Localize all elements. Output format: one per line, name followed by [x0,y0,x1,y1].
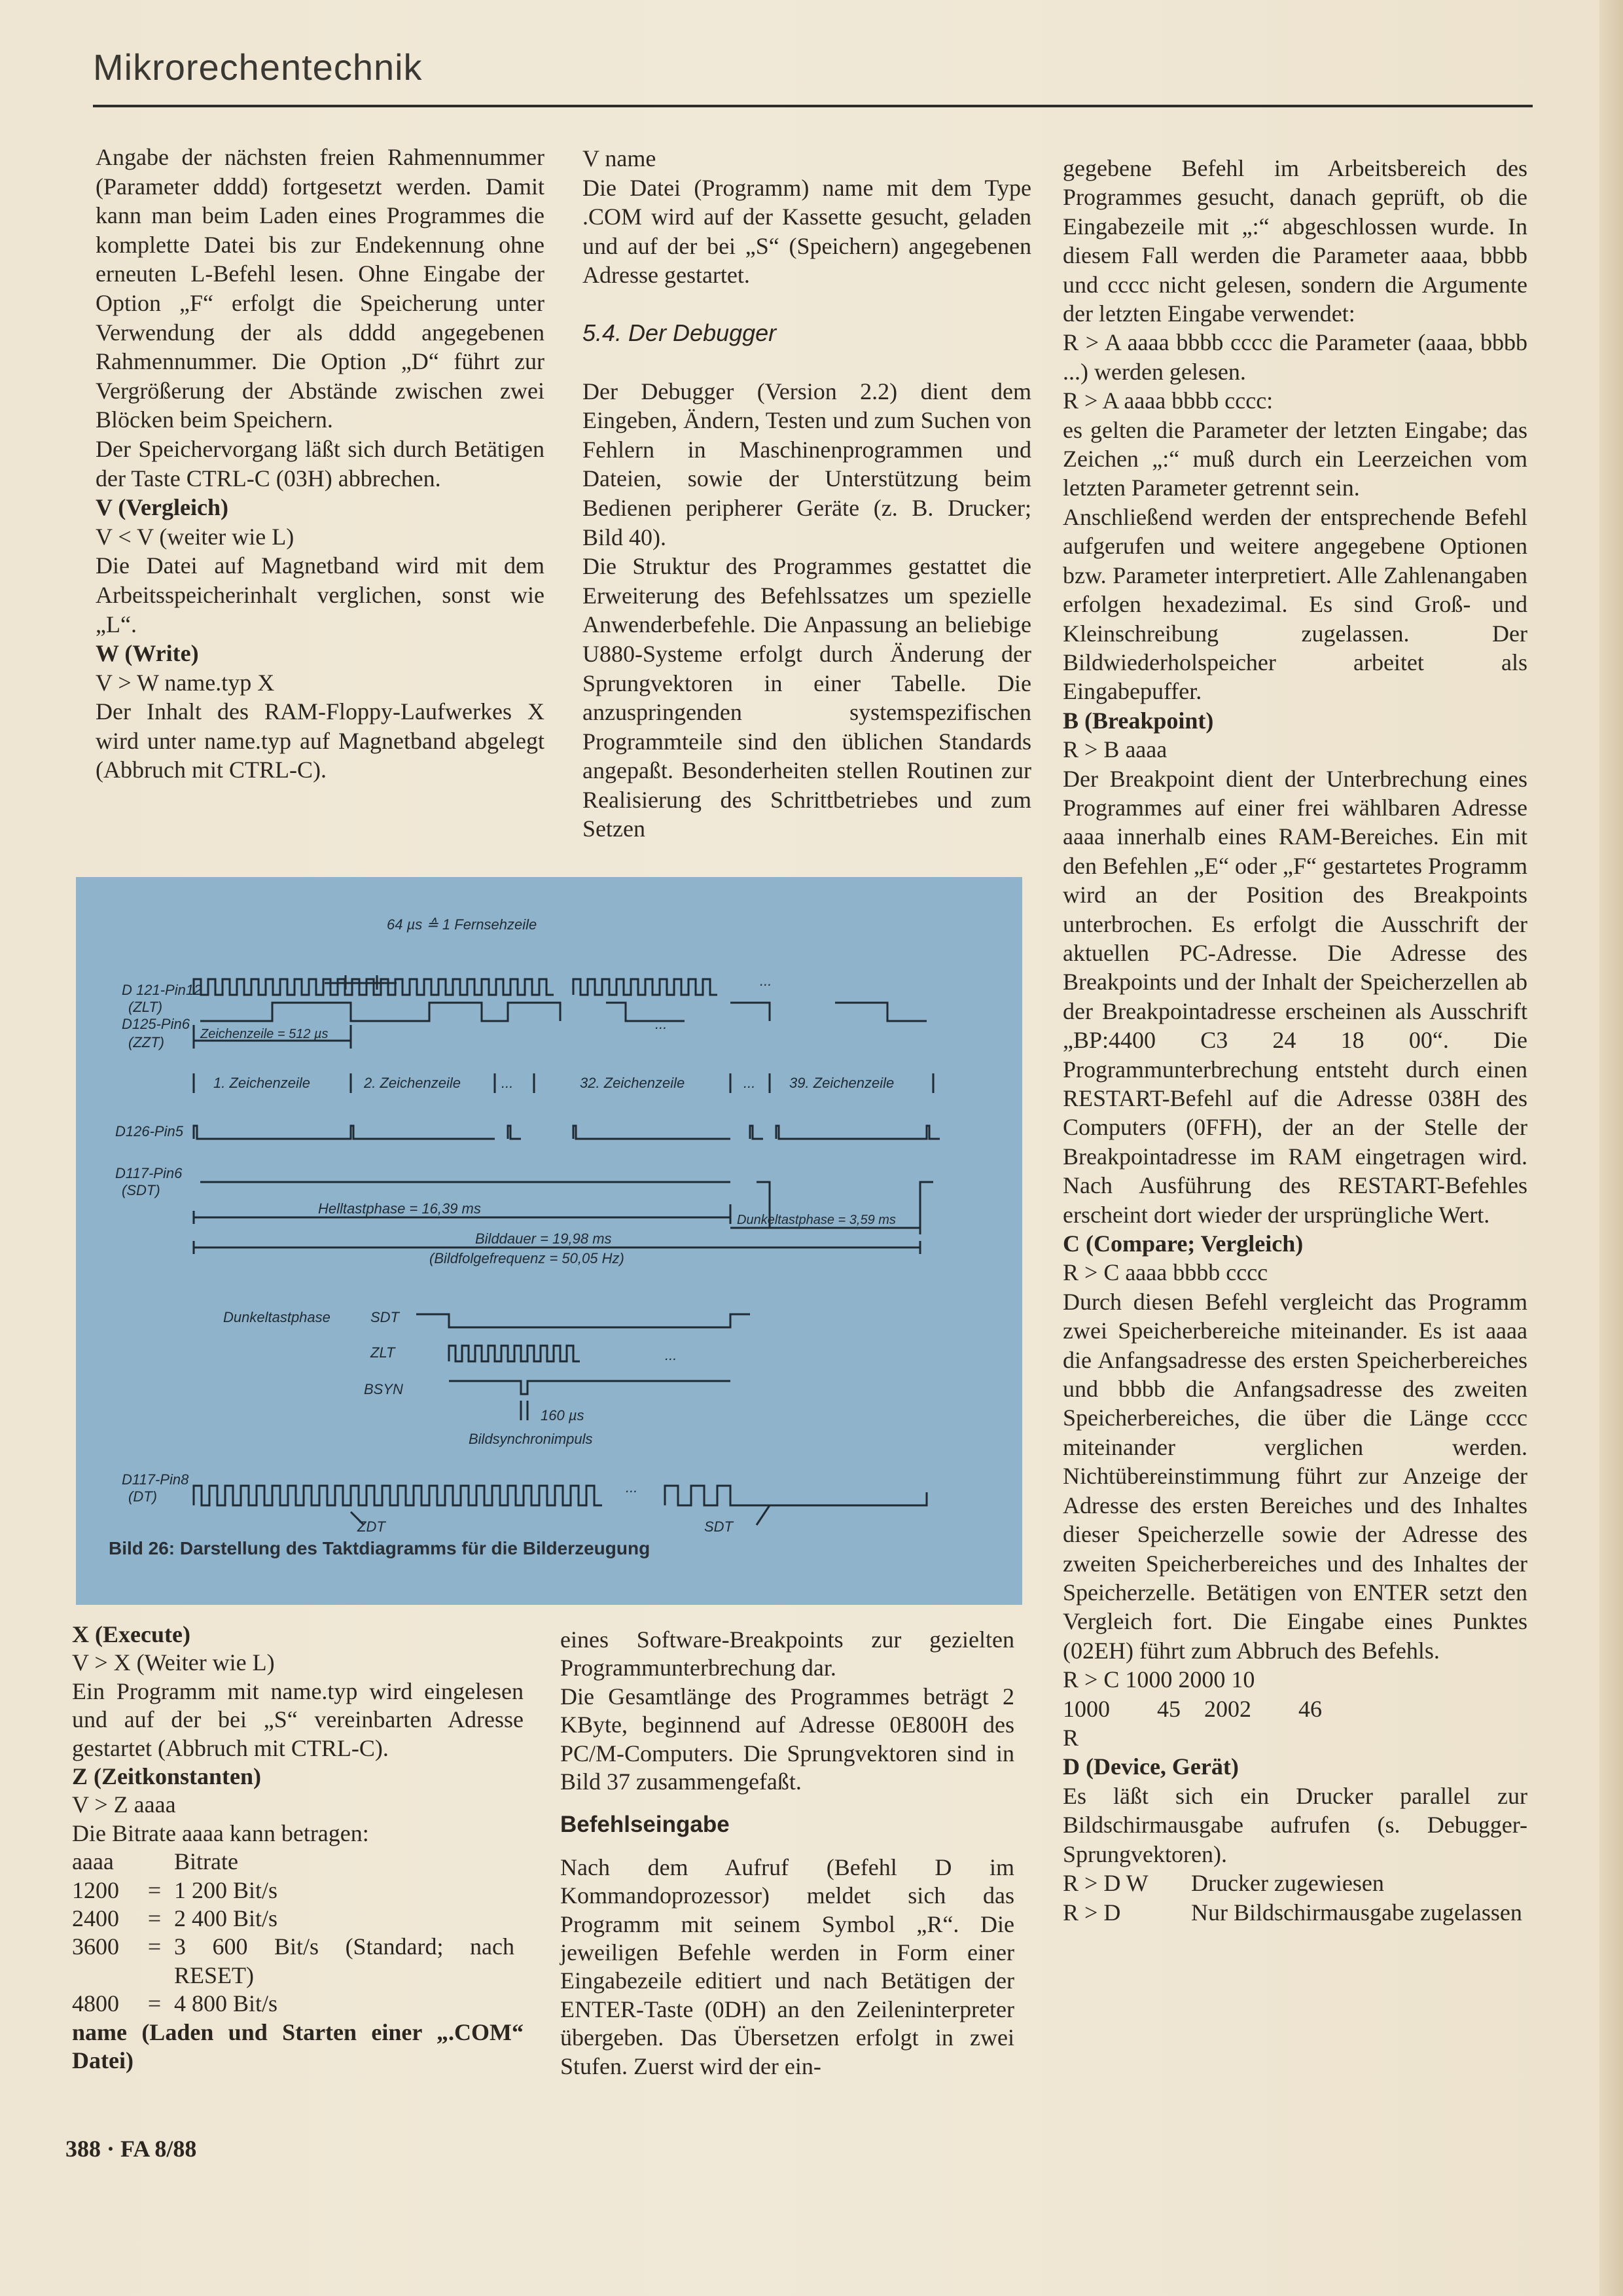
paragraph: Der Debugger (Version 2.2) dient dem Eingeben, Ändern, Testen und zum Suchen von Fehlern in Maschinenprogrammen und Dateien, sowie der Unterstützung beim Bedienen peripherer Geräte (z. B. Drucker; Bild 40). [582,378,1031,550]
table-row [1063,1898,1522,1928]
subsection-debugger: 5.4. Der Debugger [582,319,777,346]
paragraph: eines Software-Breakpoints zur gezielten Programmunterbrechung dar. [560,1626,1014,1681]
page-footer: 388 · FA 8/88 [65,2136,197,2162]
subsection-befehlseingabe: Befehlseingabe [560,1812,730,1838]
heading-device: D (Device, Gerät) [1063,1753,1239,1780]
label-z2: 2. Zeichenzeile [364,1075,461,1091]
label-zdt: ZDT [357,1518,385,1535]
table-cell: Nur Bildschirmausgabe zugelassen [1191,1899,1522,1926]
label-z39: 39. Zeichenzeile [789,1075,895,1091]
header-rule [93,105,1533,107]
table-cell: = [147,1876,162,1903]
table-cell: 4800 [72,1990,119,2017]
paper-edge [1599,0,1623,2296]
label-d121: D 121-Pin12 [122,982,202,998]
sdt-pointer [757,1505,770,1525]
table-row [72,1905,514,1933]
example-line: 1000 45 2002 46 [1063,1695,1322,1722]
table-cell: 3 600 Bit/s (Standard; nach RESET) [174,1933,514,1988]
section-title: Mikrorechentechnik [93,46,423,88]
label-dt: (DT) [128,1488,157,1505]
column-2-bottom [560,1626,1014,2081]
table-cell: = [147,1905,162,1932]
label-bilddauer: Bilddauer = 19,98 ms [475,1230,612,1247]
table-cell: 3600 [72,1933,119,1960]
label-d117b: D117-Pin8 [122,1471,189,1488]
paragraph: Die Datei (Programm) name mit dem Type .COM wird auf der Kassette gesucht, geladen und auf der bei „S“ (Speichern) angegebenen Adresse gestartet. [582,174,1031,289]
paragraph: Ein Programm mit name.typ wird eingelesen und auf der bei „S“ vereinbarten Adresse gestartet (Abbruch mit CTRL-C). [72,1677,524,1761]
label-sdt: SDT [370,1309,399,1325]
label-bildsynchronimpuls: Bildsynchronimpuls [469,1431,593,1447]
table-cell: R > D [1063,1899,1121,1926]
paragraph: Die Gesamtlänge des Programmes beträgt 2 KByte, beginnend auf Adresse 0E800H des PC/M-Computers. Die Sprungvektoren sind in Bild 37 zusammengefaßt. [560,1683,1014,1795]
heading-zeitkonstanten: Z (Zeitkonstanten) [72,1763,262,1790]
paragraph: gegebene Befehl im Arbeitsbereich des Programmes gesucht, danach geprüft, ob die Eingabezeile mit „:“ abgeschlossen wurde. In diesem Fall werden die Parameter aaaa, bbbb und cccc nicht gelesen, sondern die Argumente der letzten Eingabe verwendet: [1063,155,1527,327]
fernsehzeile-bracket [325,975,397,990]
heading-write: W (Write) [96,640,199,667]
heading-breakpoint: B (Breakpoint) [1063,707,1214,734]
label-zlt-2: ZLT [370,1344,395,1361]
figure-caption: Bild 26: Darstellung des Taktdiagramms für die Bilderzeugung [109,1538,651,1558]
column-2-top [582,144,1031,844]
label-d117a: D117-Pin6 [115,1165,183,1181]
label-zlt: (ZLT) [128,999,163,1015]
table-header-cell: aaaa [72,1848,114,1875]
label-bildfolgefrequenz: (Bildfolgefrequenz = 50,05 Hz) [429,1250,624,1266]
table-row [72,1933,514,1990]
label-helltastphase: Helltastphase = 16,39 ms [318,1200,481,1217]
label-z1: 1. Zeichenzeile [213,1075,310,1091]
paragraph: R > A aaaa bbbb cccc die Parameter (aaaa, bbbb ...) werden gelesen. [1063,329,1527,385]
paragraph: es gelten die Parameter der letzten Eingabe; das Zeichen „:“ muß durch ein Leerzeichen vom letzten Parameter getrennt sein. [1063,416,1527,501]
table-cell: R > D W [1063,1869,1149,1896]
paragraph: Der Breakpoint dient der Unterbrechung eines Programmes auf einer frei wählbaren Adresse aaaa innerhalb eines RAM-Bereiches. Ein mit den Befehlen „E“ oder „F“ gestartetes Programm wird an der Position des Breakpoints unterbrochen. Es erfolgt die Ausschrift der aktuellen PC-Adresse. Die Adresse des Breakpoints und der Inhalt der Speicherzellen ab der Breakpointadresse erscheinen als Ausschrift „BP:4400 C3 24 18 00“. Die Programmunterbrechung entsteht durch einen RESTART-Befehl auf die Adresse 038H des Computers (0FFH), der an der Stelle der Breakpointadresse im RAM eingetragen wird. Nach Ausführung des RESTART-Befehles erscheint dort wieder der ursprüngliche Wert. [1063,765,1527,1228]
label-dots: ... [626,1479,638,1496]
label-160us: 160 µs [541,1407,584,1424]
paragraph: Durch diesen Befehl vergleicht das Programm zwei Speicherbereiche miteinander. Es ist aaaa die Anfangsadresse des ersten Speicherbereiches und bbbb die Anfangsadresse des zweiten Speicherbereiches, die über die Länge cccc miteinander verglichen werden. Nichtübereinstimmung führt zur Anzeige der Adresse des ersten Bereiches und des Inhaltes dieser Speicherzelle sowie der Adresse des zweiten Speicherbereiches und des Inhaltes der Speicherzelle. Betätigen von ENTER setzt den Vergleich fort. Die Eingabe eines Punktes (02EH) führt zum Abbruch des Befehls. [1063,1288,1527,1664]
column-1-bottom [72,1621,524,2075]
dt-tail-waveform [665,1486,927,1505]
timing-diagram [76,877,1022,1605]
paragraph: Anschließend werden der entsprechende Befehl aufgerufen und weitere angegebene Optionen bzw. Parameter interpretiert. Alle Zahlenangaben erfolgen hexadezimal. Es sind Groß- und Kleinschreibung zugelassen. Der Bildwiederholspeicher arbeitet als Eingabepuffer. [1063,503,1527,705]
table-header-row [72,1848,514,1876]
label-dunkeltastphase-2: Dunkeltastphase [223,1309,330,1325]
label-dots: ... [743,1075,756,1091]
example-line: R > C 1000 2000 10 [1063,1666,1255,1693]
command-line: V > Z aaaa [72,1791,176,1818]
d126-waveform [194,1126,940,1139]
label-dots: ... [665,1347,677,1363]
heading-name: name (Laden und Starten einer „.COM“ Datei) [72,2018,524,2074]
table-cell: = [147,1990,162,2017]
table-cell: 1200 [72,1876,119,1903]
paragraph: Die Bitrate aaaa kann betragen: [72,1820,369,1846]
table-cell: Drucker zugewiesen [1191,1869,1384,1896]
device-table [1063,1869,1522,1927]
command-line: V name [582,145,656,171]
zzt-waveform [200,1003,927,1021]
paragraph: Der Speichervorgang läßt sich durch Betätigen der Taste CTRL-C (03H) abbrechen. [96,435,544,492]
column-1-top [96,143,544,785]
table-header-cell: Bitrate [174,1848,238,1875]
heading-execute: X (Execute) [72,1621,190,1647]
label-dots: ... [760,973,772,989]
label-bsyn: BSYN [364,1381,403,1397]
zlt-small-waveform [449,1346,580,1361]
label-d126: D126-Pin5 [115,1123,183,1139]
command-line: V > X (Weiter wie L) [72,1649,275,1676]
label-d125: D125-Pin6 [122,1016,190,1032]
example-line: R [1063,1724,1079,1751]
table-cell: 2 400 Bit/s [174,1905,278,1932]
paragraph: Nach dem Aufruf (Befehl D im Kommandoprozessor) meldet sich das Programm mit seinem Symbol „R“. Die jeweiligen Befehle werden in Form einer Eingabezeile editiert und nach Betätigen der ENTER-Taste (0DH) an den Zeileninterpreter übergeben. Das Übersetzen erfolgt in zwei Stufen. Zuerst wird der ein- [560,1854,1014,2079]
command-line: R > B aaaa [1063,736,1168,763]
label-zeichenzeile: Zeichenzeile = 512 µs [200,1027,329,1041]
paragraph: Die Struktur des Programmes gestattet die Erweiterung des Befehlssatzes um spezielle Anwenderbefehle. Die Anpassung an beliebige U880-Systeme erfolgt durch Änderung der Sprungvektoren in einer Tabelle. Die anzuspringenden systemspezifischen Programmteile sind den üblichen Standards angepaßt. Besonderheiten stellen Routinen zur Realisierung des Schrittbetriebes und zum Setzen [582,553,1031,842]
zlt-waveform [194,979,717,995]
table-cell: 2400 [72,1905,119,1932]
dt-waveform [194,1486,602,1505]
table-cell: 4 800 Bit/s [174,1990,278,2017]
paragraph: Die Datei auf Magnetband wird mit dem Arbeitsspeicherinhalt verglichen, sonst wie „L“. [96,552,544,637]
table-row [1063,1869,1522,1898]
label-z32: 32. Zeichenzeile [580,1075,685,1091]
label-fernsehzeile: 64 µs ≙ 1 Fernsehzeile [387,916,537,933]
label-sdt-2: SDT [704,1518,733,1535]
bitrate-table [72,1848,514,2018]
command-line: V > W name.typ X [96,669,275,696]
heading-vergleich: V (Vergleich) [96,494,228,521]
sdt-small-waveform [416,1314,750,1327]
bsyn-waveform [449,1381,730,1420]
label-dunkeltastphase: Dunkeltastphase = 3,59 ms [737,1213,896,1227]
label-dots: ... [501,1075,514,1091]
command-line: V < V (weiter wie L) [96,523,294,550]
paragraph: Der Inhalt des RAM-Floppy-Laufwerkes X wird unter name.typ auf Magnetband abgelegt (Abbruch mit CTRL-C). [96,698,544,783]
command-line: R > C aaaa bbbb cccc [1063,1259,1268,1286]
timing-diagram-figure [76,877,1022,1605]
paragraph: Es läßt sich ein Drucker parallel zur Bildschirmausgabe aufrufen (s. Debugger-Sprungvektoren). [1063,1782,1527,1867]
table-cell: 1 200 Bit/s [174,1876,278,1903]
table-row [72,1876,514,1905]
paragraph: Angabe der nächsten freien Rahmennummer (Parameter dddd) fortgesetzt werden. Damit kann man beim Laden eines Programmes die komplette Datei bis zur Endekennung ohne erneuten L-Befehl lesen. Ohne Eingabe der Option „F“ erfolgt die Speicherung unter Verwendung der als dddd angegebenen Rahmennummer. Die Option „D“ führt zur Vergrößerung der Abstände zwischen zwei Blöcken beim Speichern. [96,144,544,433]
column-3 [1063,154,1527,1927]
command-line: R > A aaaa bbbb cccc: [1063,387,1274,414]
table-row [72,1990,514,2018]
label-dots: ... [655,1016,668,1032]
label-sdt-paren: (SDT) [122,1182,160,1198]
table-cell: = [147,1933,162,1960]
label-zzt: (ZZT) [128,1034,164,1050]
heading-compare: C (Compare; Vergleich) [1063,1230,1304,1257]
